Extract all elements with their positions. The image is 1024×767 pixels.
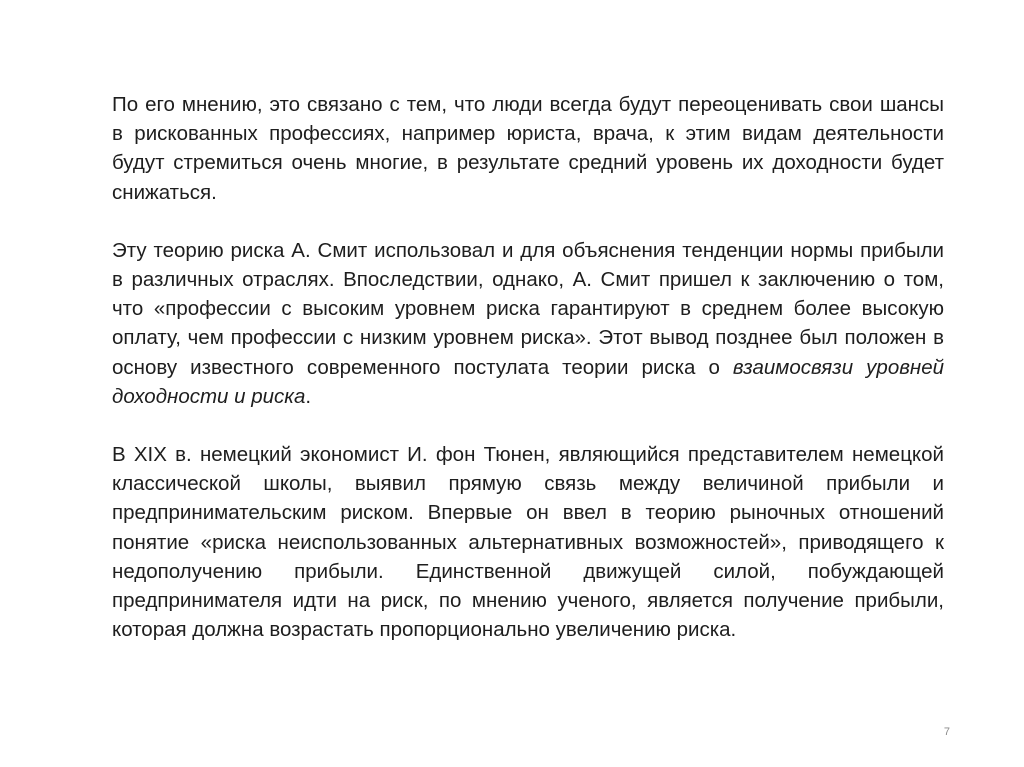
body-text bbox=[112, 90, 944, 644]
paragraph-3: В XIX в. немецкий экономист И. фон Тюнен, являющийся представителем немецкой классической школы, выявил прямую связь между величиной прибыли и предпринимательским риском. Впервые он ввел в теорию рыночных отношений понятие «риска неиспользованных альтернативных возможностей», приводящего к недополучению прибыли. Единственной движущей силой, побуждающей предпринимателя идти на риск, по мнению ученого, является получение прибыли, которая должна возрастать пропорционально увеличению риска. bbox=[112, 443, 944, 642]
paragraph-2-end: . bbox=[305, 384, 312, 408]
paragraph-2-emphasis: взаимосвязи уровней доходности и риска bbox=[112, 355, 944, 408]
page-number: 7 bbox=[943, 726, 950, 738]
paragraph-2-text: Эту теорию риска А. Смит использовал и для объяснения тенденции нормы прибыли в различных отраслях. Впоследствии, однако, А. Смит пришел к заключению о том, что «профессии с высоким уровнем риска гарантируют в среднем более высокую оплату, чем профессии с низким уровнем риска». Этот вывод позднее был положен в основу известного современного постулата теории риска о bbox=[112, 238, 944, 379]
paragraph-2 bbox=[112, 236, 944, 411]
paragraph-spacer bbox=[112, 411, 944, 440]
paragraph-1: По его мнению, это связано с тем, что люди всегда будут переоценивать свои шансы в рискованных профессиях, например юриста, врача, к этим видам деятельности будут стремиться очень многие, в результате средний уровень их доходности будет снижаться. bbox=[112, 93, 944, 204]
paragraph-spacer bbox=[112, 207, 944, 236]
